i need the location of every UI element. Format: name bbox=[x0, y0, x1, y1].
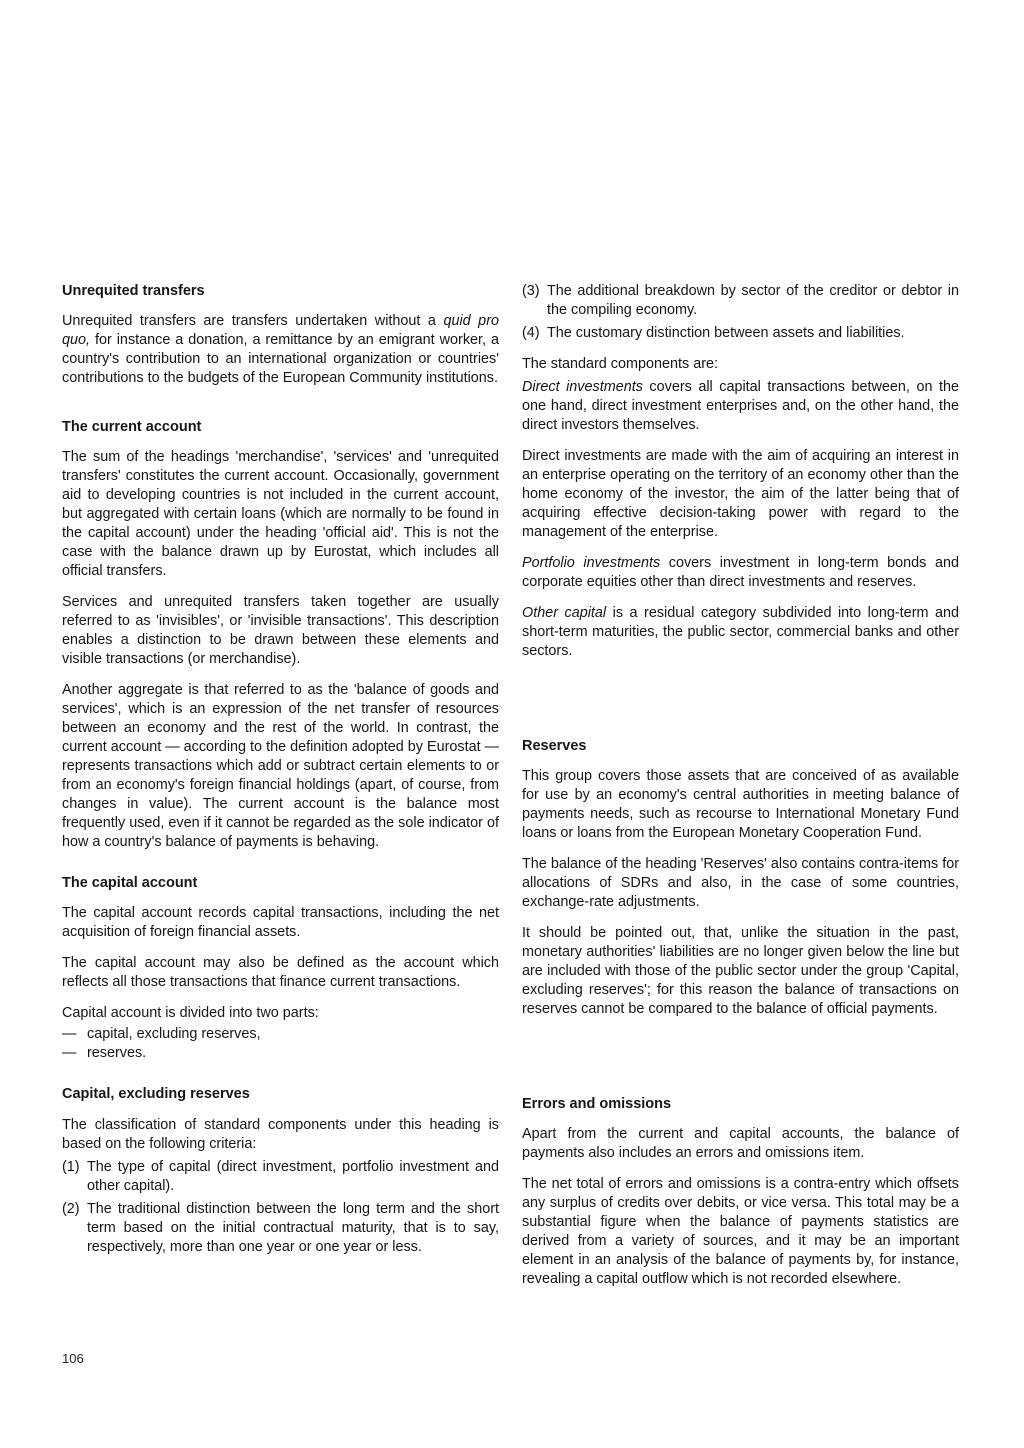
heading-capital-excluding-reserves: Capital, excluding reserves bbox=[62, 1086, 250, 1103]
list-number: (2) bbox=[62, 1200, 80, 1217]
text-fragment: covers all capital transactions between, on the one hand, direct investment enterprises and, on the other hand, the direct investors themselves. bbox=[522, 379, 959, 433]
term-quid-pro-quo: quid pro quo, bbox=[62, 313, 499, 349]
paragraph-direct-investments-2: Direct investments are made with the aim of acquiring an interest in an enterprise operating on the territory of an economy other than the home economy of the investor, the aim of the latter being that of acquiring effective decision-taking power with regard to the management of the enterprise. bbox=[522, 448, 959, 540]
page-number: 106 bbox=[62, 1351, 84, 1366]
heading-unrequited-transfers: Unrequited transfers bbox=[62, 283, 205, 299]
paragraph-capital-account-2: The capital account may also be defined as the account which reflects all those transactions that finance current transactions. bbox=[62, 955, 499, 991]
paragraph-other-capital bbox=[522, 604, 959, 661]
text-fragment: covers investment in long-term bonds and corporate equities other than direct investments and reserves. bbox=[522, 555, 959, 590]
paragraph-errors-1: Apart from the current and capital accounts, the balance of payments also includes an errors and omissions item. bbox=[522, 1126, 959, 1162]
list-number: (3) bbox=[522, 283, 540, 299]
list-number: (4) bbox=[522, 325, 540, 341]
list-text: The traditional distinction between the long term and the short term based on the initial contractual maturity, that is to say, respectively, more than one year or one year or less. bbox=[87, 1200, 499, 1255]
left-column bbox=[62, 282, 499, 1269]
heading-reserves: Reserves bbox=[522, 738, 587, 754]
paragraph-reserves-1: This group covers those assets that are conceived of as available for use by an economy's central authorities in meeting balance of payments needs, such as recourse to International Monetary Fund loans or loans from the European Monetary Cooperation Fund. bbox=[522, 768, 959, 842]
list-item bbox=[522, 282, 959, 320]
list-item bbox=[522, 324, 959, 343]
capital-parts-list bbox=[62, 1025, 499, 1063]
list-item: — capital, excluding reserves, bbox=[62, 1025, 499, 1044]
paragraph-current-account-2: Services and unrequited transfers taken together are usually referred to as 'invisibles', or 'invisible transactions'. This description enables a distinction to be drawn between these elements and visible transactions (or merchandise). bbox=[62, 594, 499, 668]
list-item bbox=[62, 1158, 499, 1196]
criteria-list bbox=[62, 1158, 499, 1257]
text-fragment: for instance a donation, a remittance by an emigrant worker, a country's contribution to an international organization or countries' contributions to the budgets of the European Community institutions. bbox=[62, 332, 499, 387]
heading-errors-and-omissions: Errors and omissions bbox=[522, 1096, 672, 1113]
list-number: (1) bbox=[62, 1158, 80, 1175]
heading-current-account: The current account bbox=[62, 419, 202, 436]
paragraph-classification: The classification of standard components under this heading is based on the following criteria: bbox=[62, 1116, 499, 1152]
paragraph-reserves-3: It should be pointed out, that, unlike the situation in the past, monetary authorities' liabilities are no longer given below the line but are included with those of the public sector under the group 'Capital, excluding reserves'; for this reason the balance of transactions on reserves cannot be compared to the balance of official payments. bbox=[522, 925, 959, 1018]
term-portfolio-investments: Portfolio investments bbox=[522, 555, 661, 571]
paragraph-current-account-3: Another aggregate is that referred to as the 'balance of goods and services', which is an expression of the net transfer of resources between an economy and the rest of the world. In contrast, the current account — according to the definition adopted by Eurostat — represents transactions which add or subtract certain elements to or from an economy's foreign financial holdings (apart, of course, from changes in value). The current account is the balance most frequently used, even if it cannot be regarded as the sole indicator of how a country's balance of payments is behaving. bbox=[62, 682, 499, 851]
paragraph-capital-account-1: The capital account records capital transactions, including the net acquisition of foreign financial assets. bbox=[62, 905, 499, 941]
paragraph-capital-account-3: Capital account is divided into two parts: bbox=[62, 1005, 319, 1022]
text-fragment: Unrequited transfers are transfers undertaken without a bbox=[62, 313, 444, 330]
paragraph-errors-2: The net total of errors and omissions is a contra-entry which offsets any surplus of credits over debits, or vice versa. This total may be a substantial figure when the balance of payments statistics are derived from a variety of sources, and it may be an important element in an analysis of the balance of payments by, for instance, revealing a capital outflow which is not recorded elsewhere. bbox=[522, 1176, 959, 1288]
list-item bbox=[62, 1200, 499, 1257]
list-item: — reserves. bbox=[62, 1044, 499, 1063]
paragraph-unrequited-transfers bbox=[62, 312, 499, 388]
list-text: The type of capital (direct investment, portfolio investment and other capital). bbox=[87, 1158, 499, 1194]
right-column bbox=[522, 282, 959, 1301]
list-text: The customary distinction between assets and liabilities. bbox=[547, 325, 905, 341]
paragraph-standard-components-intro: The standard components are: bbox=[522, 356, 718, 372]
text-fragment: is a residual category subdivided into long-term and short-term maturities, the public sector, commercial banks and other sectors. bbox=[522, 605, 959, 659]
paragraph-reserves-2: The balance of the heading 'Reserves' also contains contra-items for allocations of SDRs and also, in the case of some countries, exchange-rate adjustments. bbox=[522, 856, 959, 911]
paragraph-portfolio-investments bbox=[522, 554, 959, 592]
paragraph-current-account-1: The sum of the headings 'merchandise', 'services' and 'unrequited transfers' constitutes the current account. Occasionally, government aid to developing countries is not included in the current account, but aggregated with certain loans (which are normally to be found in the capital account) under the heading 'official aid'. This is not the case with the balance drawn up by Eurostat, which includes all official transfers. bbox=[62, 449, 499, 580]
heading-capital-account: The capital account bbox=[62, 875, 198, 892]
criteria-list-continued bbox=[522, 282, 959, 343]
list-text: The additional breakdown by sector of the creditor or debtor in the compiling economy. bbox=[547, 283, 959, 318]
term-other-capital: Other capital bbox=[522, 605, 607, 621]
term-direct-investments: Direct investments bbox=[522, 379, 643, 395]
paragraph-direct-investments-1 bbox=[522, 378, 959, 435]
